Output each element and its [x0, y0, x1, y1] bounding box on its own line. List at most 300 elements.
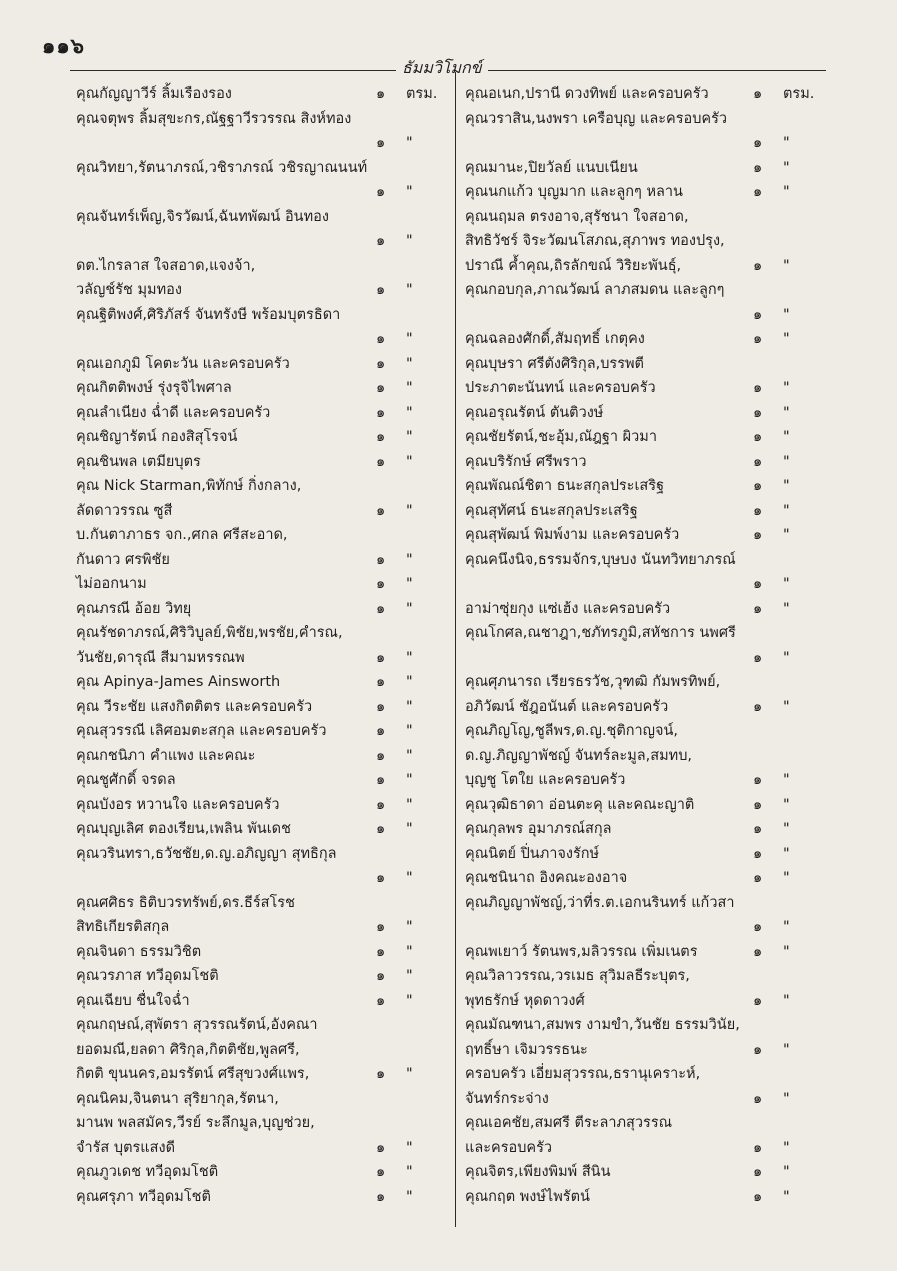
donor-name: คุณ Apinya-James Ainsworth — [76, 674, 281, 690]
donor-name: คุณวุฒิธาดา อ่อนตะคุ และคณะญาติ — [465, 796, 695, 813]
donation-amount: ๑ — [376, 1066, 386, 1082]
donation-amount: ๑ — [376, 772, 386, 788]
donation-unit: " — [783, 1164, 790, 1180]
donation-amount: ๑ — [376, 551, 386, 568]
donor-row — [465, 793, 825, 818]
donation-unit: " — [783, 380, 790, 396]
donor-name: คุณภิญญาพัชญ์,ว่าที่ร.ต.เอกนรินทร์ แก้วสา — [465, 894, 735, 911]
donor-row — [465, 205, 825, 230]
donor-row — [76, 670, 446, 695]
donor-name: อาม่าซุ่ยกุง แซ่เฮ้ง และครอบครัว — [465, 600, 671, 617]
donor-row — [76, 131, 446, 156]
donor-row — [76, 744, 446, 769]
donor-name: คุณลำเนียง ฉ่ำดี และครอบครัว — [76, 404, 271, 421]
donation-unit: " — [783, 821, 790, 837]
donor-row — [465, 1062, 825, 1087]
donor-row — [465, 695, 825, 720]
donor-row — [465, 891, 825, 916]
donation-amount: ๑ — [376, 821, 386, 837]
donor-name: คุณเอคชัย,สมศรี ตีระลาภสุวรรณ — [465, 1115, 673, 1131]
donor-name: อภิวัฒน์ ชัฎอนันต์ และครอบครัว — [465, 698, 669, 715]
donation-unit: " — [406, 404, 413, 421]
donor-row — [76, 229, 446, 254]
donor-row — [465, 425, 825, 450]
donation-amount: ๑ — [753, 1041, 763, 1058]
donor-row — [76, 278, 446, 303]
donor-name: คุณศุภนารถ เรียรธรวัช,วุฑฒิ กัมพรทิพย์, — [465, 674, 721, 690]
donor-row — [465, 548, 825, 573]
donor-name: ยอดมณี,ยลดา ศิริกุล,กิตติชัย,พูลศรี, — [76, 1041, 300, 1058]
donation-unit: " — [406, 502, 413, 519]
donation-unit: " — [783, 1139, 790, 1156]
donor-name: บุญชู โตใย และครอบครัว — [465, 772, 626, 788]
donation-unit: " — [783, 257, 790, 274]
donation-amount: ๑ — [753, 404, 763, 421]
donor-row — [465, 915, 825, 940]
donation-amount: ๑ — [753, 919, 763, 935]
donor-name: คุณบุญเลิศ ตองเรียน,เพลิน พันเดช — [76, 821, 291, 837]
donor-row — [76, 866, 446, 891]
donor-name: คุณกุลพร อุมาภรณ์สกุล — [465, 821, 612, 837]
donation-amount: ๑ — [753, 306, 763, 323]
donation-amount: ๑ — [753, 845, 763, 862]
donation-unit: ตรม. — [783, 86, 815, 102]
donation-amount: ๑ — [376, 282, 386, 298]
donation-unit: " — [406, 821, 413, 837]
donor-row — [465, 303, 825, 328]
donor-row — [76, 327, 446, 352]
donor-name: ด.ญ.ภิญญาพัชญ์ จันทร์ละมูล,สมทบ, — [465, 747, 693, 764]
donation-amount: ๑ — [376, 429, 386, 445]
right-column — [465, 82, 825, 1209]
donor-row — [465, 842, 825, 867]
donor-row — [465, 572, 825, 597]
donation-unit: " — [406, 1188, 413, 1205]
donor-name: บ.กันตาภาธร จก.,ศกล ศรีสะอาด, — [76, 527, 288, 543]
donation-unit: " — [783, 135, 790, 151]
donor-row — [76, 107, 446, 132]
donor-name: กันดาว ศรพิชัย — [76, 551, 170, 568]
donor-name: คุณภิญโญ,ชูลีพร,ด.ญ.ชุติกาญจน์, — [465, 723, 679, 739]
donor-row — [465, 180, 825, 205]
donor-row — [76, 646, 446, 671]
donor-row — [465, 401, 825, 426]
donation-unit: " — [783, 870, 790, 886]
donor-name: คุณวิลาวรรณ,วรเมธ สุวิมลธีระบุตร, — [465, 968, 690, 984]
donor-name: สิทธิวัชร์ จิระวัฒนโสภณ,สุภาพร ทองปรุง, — [465, 233, 725, 249]
donation-unit: " — [406, 747, 413, 764]
donor-name: และครอบครัว — [465, 1139, 553, 1156]
donation-unit: " — [406, 1139, 413, 1156]
donation-amount: ๑ — [753, 992, 763, 1009]
donor-row — [76, 376, 446, 401]
donor-row — [465, 499, 825, 524]
donor-row — [465, 156, 825, 181]
donation-unit: " — [406, 992, 413, 1009]
donation-amount: ๑ — [376, 355, 386, 372]
donation-amount: ๑ — [753, 772, 763, 788]
donation-amount: ๑ — [753, 159, 763, 176]
donation-unit: " — [783, 845, 790, 862]
donation-unit: " — [783, 306, 790, 323]
donation-unit: " — [783, 1090, 790, 1107]
donation-amount: ๑ — [376, 380, 386, 396]
donor-row — [465, 646, 825, 671]
donor-name: พุทธรักษ์ หุดดาวงศ์ — [465, 992, 585, 1009]
donor-name: คุณสุทัศน์ ธนะสกุลประเสริฐ — [465, 502, 638, 519]
donor-name: คุณบุษรา ศรีตังศิริกุล,บรรพตี — [465, 355, 644, 372]
donor-name: คุณเฉียบ ชื่นใจฉ่ำ — [76, 992, 190, 1009]
donation-amount: ๑ — [753, 184, 763, 200]
donor-row — [76, 82, 446, 107]
donor-name: คุณกิตติพงษ์ รุ่งรุจิไพศาล — [76, 380, 232, 396]
donation-unit: " — [406, 135, 413, 151]
donor-name: คุณศรุภา ทวีอุดมโชติ — [76, 1188, 211, 1205]
donor-name: คุณฉลองศักดิ์,สัมฤทธิ์ เกตุคง — [465, 331, 645, 347]
donor-name: คุณ Nick Starman,พิทักษ์ กิ่งกลาง, — [76, 478, 302, 494]
donation-amount: ๑ — [376, 674, 386, 690]
donation-unit: " — [406, 380, 413, 396]
donor-name: ครอบครัว เอี่ยมสุวรรณ,ธรานุเคราะห์, — [465, 1066, 701, 1082]
donor-name: คุณกัญญาวีร์ ลิ้มเรืองรอง — [76, 86, 232, 102]
donation-unit: " — [783, 649, 790, 666]
donor-name: คุณสุพัฒน์ พิมพ์งาม และครอบครัว — [465, 527, 680, 543]
donation-unit: " — [783, 502, 790, 519]
donor-row — [465, 450, 825, 475]
donation-unit: " — [406, 870, 413, 886]
donation-amount: ๑ — [376, 135, 386, 151]
donation-amount: ๑ — [753, 649, 763, 666]
donor-name: ประภาตะนันทน์ และครอบครัว — [465, 380, 656, 396]
donor-row — [76, 793, 446, 818]
donation-amount: ๑ — [376, 943, 386, 960]
donor-row — [465, 82, 825, 107]
donation-amount: ๑ — [376, 1188, 386, 1205]
donation-unit: " — [783, 772, 790, 788]
donor-name: วลัญช์รัช มุมทอง — [76, 282, 182, 298]
donation-unit: " — [783, 943, 790, 960]
donor-name: คุณอเนก,ปรานี ดวงทิพย์ และครอบครัว — [465, 86, 709, 102]
donor-row — [465, 376, 825, 401]
donation-unit: " — [783, 331, 790, 347]
donor-name: คุณฐิติพงศ์,ศิริภัสร์ จันทรังษี พร้อมบุตรธิดา — [76, 306, 341, 323]
donor-row — [76, 254, 446, 279]
donor-row — [76, 1038, 446, 1063]
page-number: ๑๑๖ — [42, 34, 85, 58]
donation-unit: " — [783, 698, 790, 715]
donor-name: คุณนิคม,จินตนา สุริยากุล,รัตนา, — [76, 1090, 279, 1107]
donation-amount: ๑ — [753, 943, 763, 960]
donation-amount: ๑ — [376, 723, 386, 739]
donor-row — [465, 474, 825, 499]
donation-unit: " — [406, 1066, 413, 1082]
donor-row — [76, 1062, 446, 1087]
donation-amount: ๑ — [376, 1139, 386, 1156]
donation-amount: ๑ — [376, 698, 386, 715]
donation-amount: ๑ — [753, 1139, 763, 1156]
donation-unit: " — [406, 576, 413, 592]
donation-amount: ๑ — [376, 453, 386, 470]
donor-row — [465, 670, 825, 695]
donor-name: คุณวิทยา,รัตนาภรณ์,วชิราภรณ์ วชิรญาณนนท์ — [76, 159, 368, 176]
donation-amount: ๑ — [376, 870, 386, 886]
donor-row — [76, 891, 446, 916]
donor-name: คุณวราสิน,นงพรา เครือบุญ และครอบครัว — [465, 110, 728, 127]
donor-row — [465, 744, 825, 769]
donation-unit: " — [406, 698, 413, 715]
donor-row — [465, 768, 825, 793]
donor-row — [76, 450, 446, 475]
donor-name: คุณกชนิภา คำแพง และคณะ — [76, 747, 256, 764]
donor-name: คุณวรินทรา,ธวัชชัย,ด.ญ.อภิญญา สุทธิกุล — [76, 845, 337, 862]
donor-name: คุณมัณฑนา,สมพร งามขำ,วันชัย ธรรมวินัย, — [465, 1017, 740, 1033]
donor-name: คุณบังอร หวานใจ และครอบครัว — [76, 796, 280, 813]
donor-name: คุณนกแก้ว บุญมาก และลูกๆ หลาน — [465, 184, 683, 200]
donor-name: จันทร์กระจ่าง — [465, 1090, 549, 1107]
column-divider — [455, 72, 456, 1227]
donor-row — [465, 940, 825, 965]
donor-row — [76, 352, 446, 377]
donation-unit: " — [406, 282, 413, 298]
donor-name: คุณนฤมล ตรงอาจ,สุรัชนา ใจสอาด, — [465, 208, 689, 225]
donation-amount: ๑ — [753, 1188, 763, 1205]
donor-name: คุณ วีระชัย แสงกิตติตร และครอบครัว — [76, 698, 313, 715]
donor-row — [76, 719, 446, 744]
donor-name: คุณพัณณ์ชิตา ธนะสกุลประเสริฐ — [465, 478, 665, 494]
donor-row — [76, 842, 446, 867]
donor-row — [465, 964, 825, 989]
donor-row — [465, 1013, 825, 1038]
donation-amount: ๑ — [753, 796, 763, 813]
donation-amount: ๑ — [376, 184, 386, 200]
donation-unit: ตรม. — [406, 86, 438, 102]
donation-amount: ๑ — [376, 968, 386, 984]
donor-row — [76, 156, 446, 181]
donor-name: ไม่ออกนาม — [76, 576, 147, 592]
donation-unit: " — [406, 331, 413, 347]
donor-row — [465, 719, 825, 744]
donation-amount: ๑ — [753, 453, 763, 470]
donor-row — [76, 1013, 446, 1038]
donation-amount: ๑ — [753, 331, 763, 347]
donor-row — [465, 107, 825, 132]
donation-unit: " — [406, 649, 413, 666]
donor-name: คุณโกศล,ณชาฎา,ชภัทรภูมิ,สหัชการ นพศรี — [465, 625, 736, 641]
donor-name: คุณจตุพร ลิ้มสุขะกร,ณัฐฐาวีรวรรณ สิงห์ทอง — [76, 110, 352, 127]
donor-name: สิทธิเกียรติสกุล — [76, 919, 170, 935]
donation-amount: ๑ — [753, 698, 763, 715]
donation-unit: " — [783, 404, 790, 421]
donation-unit: " — [406, 772, 413, 788]
donor-row — [465, 597, 825, 622]
donor-row — [76, 940, 446, 965]
donation-amount: ๑ — [753, 478, 763, 494]
donor-name: คุณชูศักดิ์ จรดล — [76, 772, 176, 788]
donation-amount: ๑ — [753, 257, 763, 274]
donation-amount: ๑ — [376, 600, 386, 617]
donation-amount: ๑ — [376, 502, 386, 519]
donor-row — [465, 327, 825, 352]
donor-name: คุณชิญารัตน์ กองสิสุโรจน์ — [76, 429, 238, 445]
donor-row — [76, 915, 446, 940]
donation-amount: ๑ — [753, 600, 763, 617]
donation-unit: " — [406, 919, 413, 935]
donation-amount: ๑ — [753, 1090, 763, 1107]
donor-row — [76, 1111, 446, 1136]
donation-unit: " — [406, 551, 413, 568]
donor-row — [465, 1038, 825, 1063]
donor-name: คุณภรณี อ้อย วิทยุ — [76, 600, 192, 617]
donation-amount: ๑ — [376, 992, 386, 1009]
donor-row — [465, 278, 825, 303]
donor-row — [76, 1185, 446, 1210]
donor-row — [465, 1087, 825, 1112]
donor-name: คุณบริรักษ์ ศรีพราว — [465, 453, 587, 470]
donor-name: คุณกฤต พงษ์ไพรัตน์ — [465, 1188, 590, 1205]
donation-unit: " — [783, 453, 790, 470]
donation-unit: " — [783, 600, 790, 617]
donation-unit: " — [406, 184, 413, 200]
donor-row — [76, 768, 446, 793]
donation-amount: ๑ — [376, 1164, 386, 1180]
donor-row — [465, 254, 825, 279]
donation-amount: ๑ — [376, 649, 386, 666]
donor-name: คุณคนึงนิจ,ธรรมจักร,บุษบง นันทวิทยาภรณ์ — [465, 551, 736, 568]
donor-row — [465, 229, 825, 254]
donation-unit: " — [783, 429, 790, 445]
donor-row — [76, 401, 446, 426]
donor-name: คุณกอบกุล,ภาณวัฒน์ ลาภสมดน และลูกๆ — [465, 282, 725, 298]
donor-row — [76, 425, 446, 450]
donor-row — [76, 597, 446, 622]
donor-row — [76, 1087, 446, 1112]
donor-name: คุณศศิธร ธิติบวรทรัพย์,ดร.ธีร์สโรช — [76, 894, 295, 911]
donation-amount: ๑ — [753, 1164, 763, 1180]
donation-amount: ๑ — [753, 502, 763, 519]
donation-unit: " — [783, 478, 790, 494]
donation-unit: " — [406, 796, 413, 813]
donation-unit: " — [406, 1164, 413, 1180]
header-title: ธัมมวิโมกข์ — [396, 56, 488, 81]
donation-unit: " — [406, 355, 413, 372]
donor-row — [465, 1160, 825, 1185]
donor-row — [76, 621, 446, 646]
donor-name: มานพ พลสมัคร,วีรย์ ระลึกมูล,บุญช่วย, — [76, 1115, 315, 1131]
donor-row — [76, 499, 446, 524]
donor-row — [465, 1136, 825, 1161]
donation-unit: " — [783, 919, 790, 935]
donor-row — [465, 523, 825, 548]
donor-name: คุณชัยรัตน์,ชะอุ้ม,ณัฎฐา ผิวมา — [465, 429, 657, 445]
donation-amount: ๑ — [376, 404, 386, 421]
donor-name: คุณอรุณรัตน์ ตันติวงษ์ — [465, 404, 604, 421]
donor-row — [465, 1185, 825, 1210]
donor-name: วันชัย,ดารุณี สีมามหรรณพ — [76, 649, 245, 666]
donation-unit: " — [783, 1188, 790, 1205]
donor-name: คุณกฤษณ์,สุพัตรา สุวรรณรัตน์,อังคณา — [76, 1017, 318, 1033]
donor-row — [76, 817, 446, 842]
donation-amount: ๑ — [753, 380, 763, 396]
donor-row — [465, 866, 825, 891]
donor-row — [76, 474, 446, 499]
donor-row — [76, 695, 446, 720]
donation-unit: " — [406, 429, 413, 445]
donation-unit: " — [406, 943, 413, 960]
donor-row — [465, 621, 825, 646]
donor-row — [76, 205, 446, 230]
donor-row — [465, 817, 825, 842]
donor-name: คุณรัชดาภรณ์,ศิริวิบูลย์,พิชัย,พรชัย,คำรณ, — [76, 625, 343, 641]
donor-name: คุณนิตย์ ปิ่นภาจงรักษ์ — [465, 845, 600, 862]
donor-name: คุณเอกภูมิ โคตะวัน และครอบครัว — [76, 355, 290, 372]
donor-name: คุณมานะ,ปิยวัลย์ แนบเนียน — [465, 159, 638, 176]
donation-amount: ๑ — [753, 821, 763, 837]
left-column — [76, 82, 446, 1209]
donor-name: คุณชินพล เตมียบุตร — [76, 453, 201, 470]
donation-unit: " — [406, 968, 413, 984]
donation-unit: " — [406, 453, 413, 470]
donation-amount: ๑ — [753, 86, 763, 102]
donation-amount: ๑ — [753, 870, 763, 886]
donor-row — [76, 180, 446, 205]
donor-row — [76, 989, 446, 1014]
donation-unit: " — [783, 527, 790, 543]
donor-name: จำรัส บุตรแสงดี — [76, 1139, 175, 1156]
donation-amount: ๑ — [376, 919, 386, 935]
donor-name: ดต.ไกรลาส ใจสอาด,แจงจ้า, — [76, 257, 256, 274]
donor-name: คุณจันทร์เพ็ญ,จิรวัฒน์,ฉันทพัฒน์ อินทอง — [76, 208, 329, 225]
donation-unit: " — [783, 576, 790, 592]
donor-name: คุณจินดา ธรรมวิชิต — [76, 943, 202, 960]
donor-name: คุณพเยาว์ รัตนพร,มลิวรรณ เพิ่มเนตร — [465, 943, 698, 960]
donation-amount: ๑ — [376, 86, 386, 102]
donor-row — [465, 352, 825, 377]
donor-row — [76, 964, 446, 989]
donor-row — [76, 1136, 446, 1161]
donor-row — [76, 1160, 446, 1185]
donation-unit: " — [406, 233, 413, 249]
donor-name: ฤทธิ์ษา เจิมวรรธนะ — [465, 1041, 588, 1058]
donor-name: คุณวรภาส ทวีอุดมโชติ — [76, 968, 219, 984]
donation-amount: ๑ — [753, 135, 763, 151]
donor-row — [76, 572, 446, 597]
donation-unit: " — [783, 1041, 790, 1058]
donation-amount: ๑ — [753, 527, 763, 543]
donation-amount: ๑ — [753, 429, 763, 445]
donor-row — [465, 989, 825, 1014]
donation-unit: " — [406, 723, 413, 739]
donor-name: คุณสุวรรณี เลิศอมตะสกุล และครอบครัว — [76, 723, 327, 739]
donation-amount: ๑ — [753, 576, 763, 592]
donation-unit: " — [783, 796, 790, 813]
donation-unit: " — [783, 184, 790, 200]
donation-amount: ๑ — [376, 796, 386, 813]
donor-row — [76, 548, 446, 573]
donation-amount: ๑ — [376, 747, 386, 764]
donation-unit: " — [783, 992, 790, 1009]
donor-row — [465, 1111, 825, 1136]
donor-name: ปราณี ค้ำคุณ,ถิรลักขณ์ วิริยะพันธุ์, — [465, 257, 682, 274]
donation-unit: " — [783, 159, 790, 176]
donor-row — [76, 303, 446, 328]
donation-unit: " — [406, 600, 413, 617]
donation-amount: ๑ — [376, 233, 386, 249]
donation-unit: " — [406, 674, 413, 690]
donor-row — [76, 523, 446, 548]
donor-name: คุณชนินาถ อิงคณะองอาจ — [465, 870, 628, 886]
donor-row — [465, 131, 825, 156]
donation-amount: ๑ — [376, 576, 386, 592]
